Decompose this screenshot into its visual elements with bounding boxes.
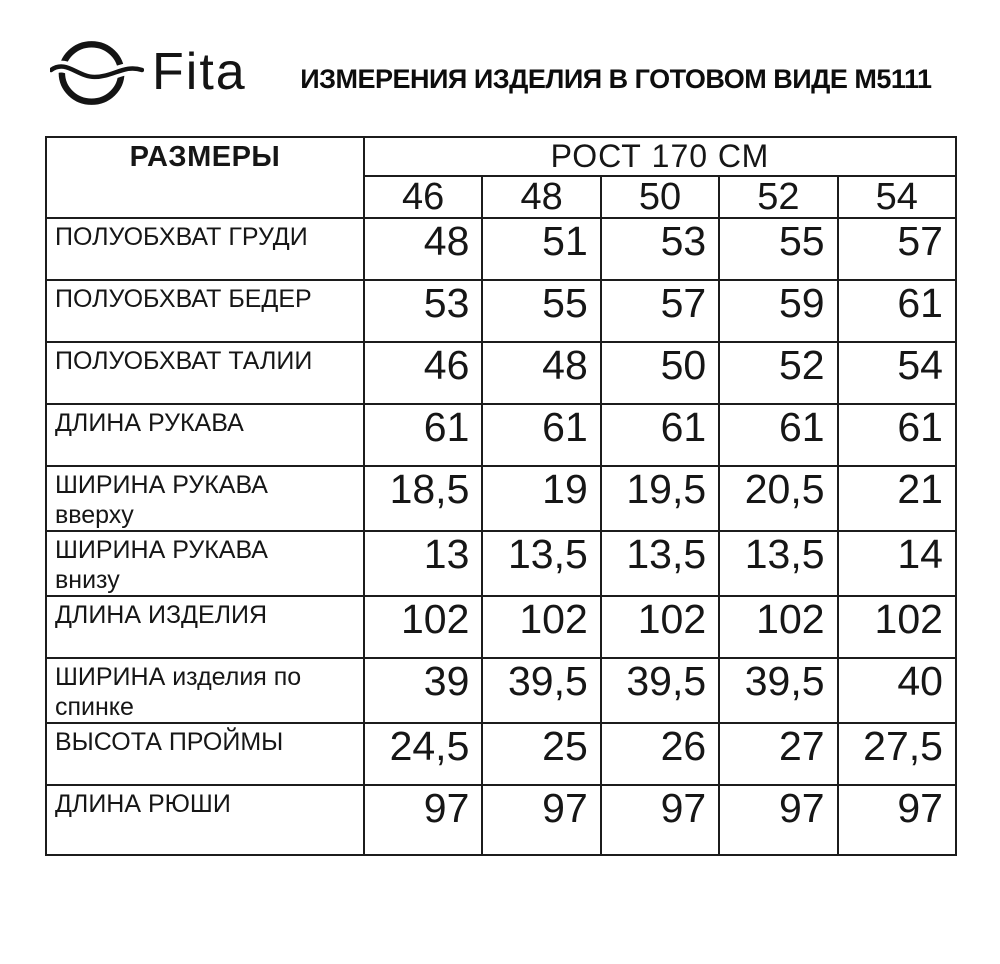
- measurement-value: 24,5: [364, 723, 482, 785]
- measurement-label: ШИРИНА РУКАВА внизу: [46, 531, 364, 596]
- measurement-value: 39,5: [601, 658, 719, 723]
- measurement-value: 102: [838, 596, 956, 658]
- page-header: [50, 26, 955, 118]
- table-header-row: [46, 137, 956, 176]
- height-group-header: РОСТ 170 СМ: [364, 137, 956, 176]
- measurement-value: 39: [364, 658, 482, 723]
- table-row: [46, 596, 956, 658]
- measurements-table: [45, 136, 957, 856]
- measurement-label: ПОЛУОБХВАТ ГРУДИ: [46, 218, 364, 280]
- measurement-value: 61: [838, 404, 956, 466]
- measurement-value: 26: [601, 723, 719, 785]
- size-column-header: 46: [364, 176, 482, 218]
- table-row: [46, 531, 956, 596]
- size-column-header: 50: [601, 176, 719, 218]
- table-row: [46, 466, 956, 531]
- measurement-label: ПОЛУОБХВАТ БЕДЕР: [46, 280, 364, 342]
- measurement-value: 21: [838, 466, 956, 531]
- measurement-value: 52: [719, 342, 837, 404]
- measurement-value: 55: [719, 218, 837, 280]
- measurement-value: 25: [482, 723, 600, 785]
- measurement-value: 27: [719, 723, 837, 785]
- measurement-value: 102: [719, 596, 837, 658]
- measurement-value: 13,5: [482, 531, 600, 596]
- measurement-label: ВЫСОТА ПРОЙМЫ: [46, 723, 364, 785]
- measurement-value: 97: [838, 785, 956, 855]
- measurement-value: 97: [364, 785, 482, 855]
- measurement-value: 40: [838, 658, 956, 723]
- measurement-value: 53: [601, 218, 719, 280]
- table-row: [46, 658, 956, 723]
- measurement-value: 102: [601, 596, 719, 658]
- brand-name: Fita: [152, 43, 247, 101]
- table-row: [46, 218, 956, 280]
- circle-with-wave-icon: [50, 30, 144, 114]
- page-title: ИЗМЕРЕНИЯ ИЗДЕЛИЯ В ГОТОВОМ ВИДЕ М5111: [300, 63, 932, 94]
- measurement-value: 14: [838, 531, 956, 596]
- measurement-label: ШИРИНА изделия по спинке: [46, 658, 364, 723]
- measurement-label: ПОЛУОБХВАТ ТАЛИИ: [46, 342, 364, 404]
- measurement-value: 97: [601, 785, 719, 855]
- measurement-value: 57: [601, 280, 719, 342]
- measurement-value: 61: [482, 404, 600, 466]
- measurement-value: 57: [838, 218, 956, 280]
- measurement-value: 61: [601, 404, 719, 466]
- measurement-value: 19: [482, 466, 600, 531]
- measurement-label: ДЛИНА ИЗДЕЛИЯ: [46, 596, 364, 658]
- measurement-value: 20,5: [719, 466, 837, 531]
- measurement-value: 48: [482, 342, 600, 404]
- measurement-value: 48: [364, 218, 482, 280]
- table-row: [46, 342, 956, 404]
- size-column-header: 48: [482, 176, 600, 218]
- measurement-value: 18,5: [364, 466, 482, 531]
- measurement-value: 97: [482, 785, 600, 855]
- measurement-value: 39,5: [482, 658, 600, 723]
- measurement-value: 13,5: [601, 531, 719, 596]
- measurement-value: 54: [838, 342, 956, 404]
- measurement-label: ДЛИНА РУКАВА: [46, 404, 364, 466]
- measurement-value: 19,5: [601, 466, 719, 531]
- measurement-label: ДЛИНА РЮШИ: [46, 785, 364, 855]
- measurement-value: 102: [482, 596, 600, 658]
- measurement-value: 27,5: [838, 723, 956, 785]
- table-row: [46, 280, 956, 342]
- measurement-value: 13: [364, 531, 482, 596]
- measurement-value: 50: [601, 342, 719, 404]
- measurement-value: 61: [364, 404, 482, 466]
- measurement-value: 53: [364, 280, 482, 342]
- measurement-value: 97: [719, 785, 837, 855]
- measurement-value: 61: [838, 280, 956, 342]
- measurement-value: 13,5: [719, 531, 837, 596]
- measurement-value: 51: [482, 218, 600, 280]
- measurement-value: 39,5: [719, 658, 837, 723]
- sizes-corner-header: РАЗМЕРЫ: [46, 137, 364, 218]
- measurement-value: 46: [364, 342, 482, 404]
- brand-logo: [50, 30, 247, 114]
- measurement-value: 55: [482, 280, 600, 342]
- measurement-value: 102: [364, 596, 482, 658]
- table-row: [46, 404, 956, 466]
- size-column-header: 54: [838, 176, 956, 218]
- measurement-label: ШИРИНА РУКАВА вверху: [46, 466, 364, 531]
- table-row: [46, 723, 956, 785]
- table-row: [46, 785, 956, 855]
- measurement-value: 61: [719, 404, 837, 466]
- size-column-header: 52: [719, 176, 837, 218]
- measurement-value: 59: [719, 280, 837, 342]
